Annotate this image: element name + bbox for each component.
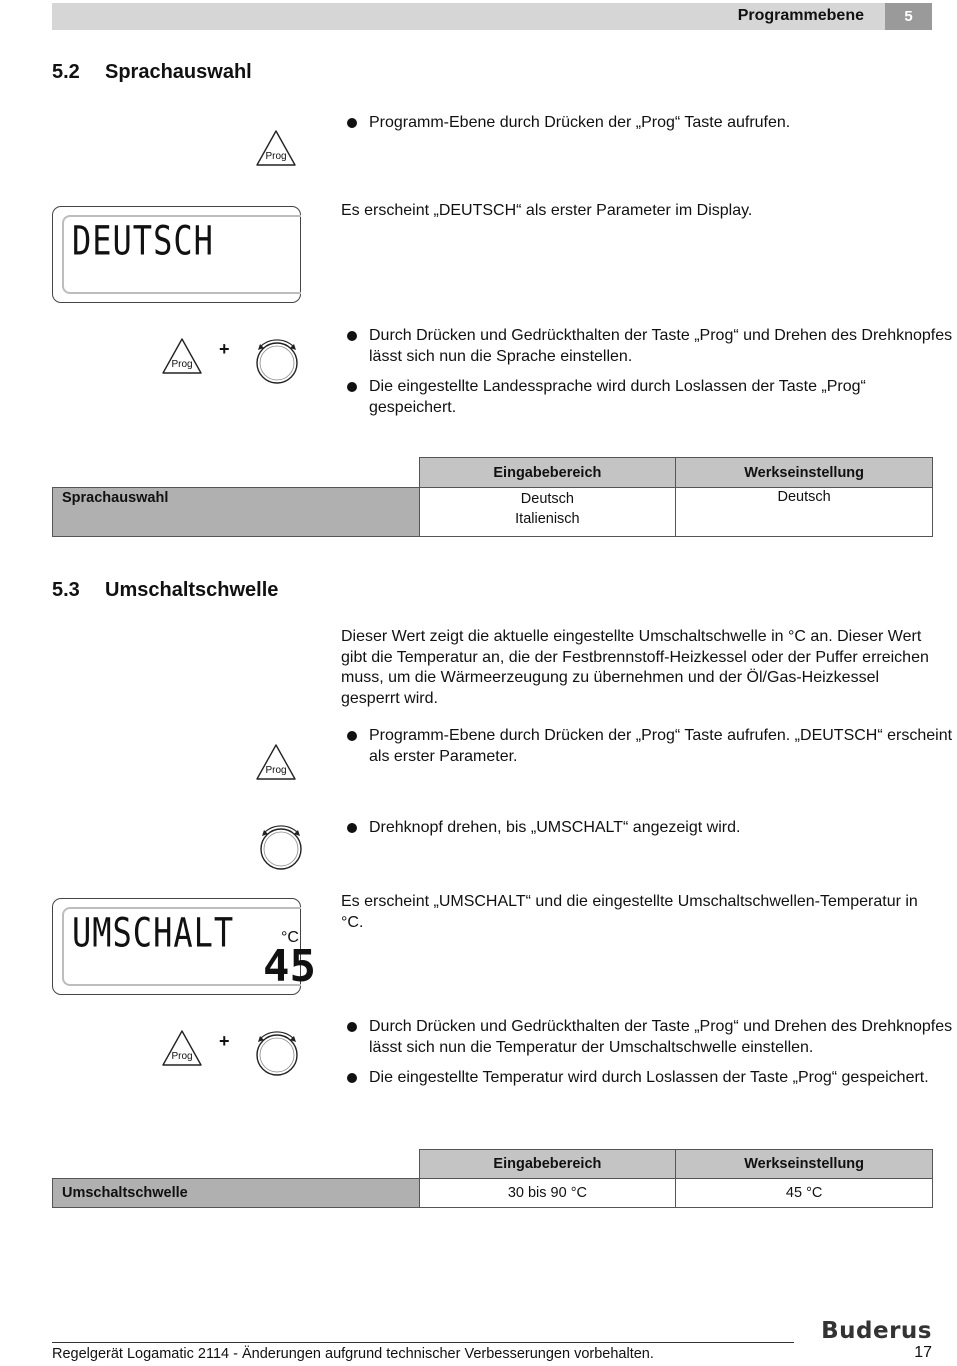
table-row-label: Sprachauswahl [53,488,420,537]
section-title: Sprachauswahl [105,61,252,83]
prog-button-icon [254,128,298,168]
lcd-display-umschalt [52,898,316,995]
section-title: Umschaltschwelle [105,579,279,601]
parameter-table-umschaltschwelle [52,1149,933,1208]
rotary-knob-icon [255,820,307,872]
bullet-open-program: Programm-Ebene durch Drücken der „Prog“ Taste aufrufen. „DEUTSCH“ erscheint als erster Parameter. [342,726,957,767]
lcd-value: 45 [263,941,316,992]
table-cell-range: 30 bis 90 °C [419,1179,676,1208]
page-number: 17 [914,1344,932,1361]
rotary-knob-icon [251,1026,303,1078]
lcd-text: UMSCHALT [72,909,235,957]
table-corner [53,1150,420,1179]
prog-button-icon [160,336,204,376]
display-caption: Es erscheint „UMSCHALT“ und die eingestellte Umschaltschwellen-Temperatur in °C. [341,893,918,931]
bullet-open-program: Programm-Ebene durch Drücken der „Prog“ Taste aufrufen. [342,113,929,134]
plus-sign: + [219,1031,230,1051]
prog-icon-label: Prog [171,1051,193,1062]
chapter-number: 5 [885,3,932,30]
bullet-press-and-turn: Durch Drücken und Gedrückthalten der Taste „Prog“ und Drehen des Drehknopfes lässt sich nun die Temperatur der Umschaltschwelle einstellen. [342,1017,957,1058]
range-option: Deutsch [520,491,574,507]
prog-button-icon [160,1028,204,1068]
prog-icon-label: Prog [265,151,287,162]
footer-divider [52,1342,794,1343]
bullet-turn-knob: Drehknopf drehen, bis „UMSCHALT“ angezeigt wird. [342,818,929,839]
table-header-range: Eingabebereich [419,458,676,488]
table-row-label: Umschaltschwelle [53,1179,420,1208]
table-cell-range [419,488,676,537]
section-intro: Dieser Wert zeigt die aktuelle eingestellte Umschaltschwelle in °C an. Dieser Wert gibt die Temperatur an, die der Festbrennstoff-Heizkessel oder der Puffer erreichen muss, um die Wärmeerzeugung zu übernehmen und der Öl/Gas-Heizkessel gesperrt wird. [341,628,929,707]
page-header [52,3,932,30]
section-heading-sprachauswahl [52,61,252,84]
parameter-table-sprachauswahl [52,457,933,537]
lcd-display-deutsch [52,206,301,303]
lcd-text: DEUTSCH [72,217,214,265]
plus-sign: + [219,339,230,359]
range-option: Italienisch [515,511,580,527]
table-header-default: Werkseinstellung [676,458,933,488]
footer-text: Regelgerät Logamatic 2114 - Änderungen aufgrund technischer Verbesserungen vorbehalten. [52,1346,654,1362]
buderus-logo: Buderus [821,1318,932,1344]
bullet-release-saves: Die eingestellte Landessprache wird durch Loslassen der Taste „Prog“ gespeichert. [342,377,957,418]
prog-icon-label: Prog [171,359,193,370]
table-header-default: Werkseinstellung [676,1150,933,1179]
bullet-release-saves: Die eingestellte Temperatur wird durch Loslassen der Taste „Prog“ gespeichert. [342,1068,957,1089]
table-cell-default: Deutsch [676,488,933,537]
section-number: 5.2 [52,61,80,83]
section-heading-umschaltschwelle [52,579,278,602]
prog-icon-label: Prog [265,765,287,776]
table-corner [53,458,420,488]
display-caption: Es erscheint „DEUTSCH“ als erster Parameter im Display. [341,202,753,219]
header-title: Programmebene [737,7,864,24]
lcd-unit: °C [281,929,299,946]
rotary-knob-icon [251,334,303,386]
table-header-range: Eingabebereich [419,1150,676,1179]
table-cell-default: 45 °C [676,1179,933,1208]
section-number: 5.3 [52,579,80,601]
prog-button-icon [254,742,298,782]
bullet-press-and-turn: Durch Drücken und Gedrückthalten der Taste „Prog“ und Drehen des Drehknopfes lässt sich nun die Sprache einstellen. [342,326,957,367]
